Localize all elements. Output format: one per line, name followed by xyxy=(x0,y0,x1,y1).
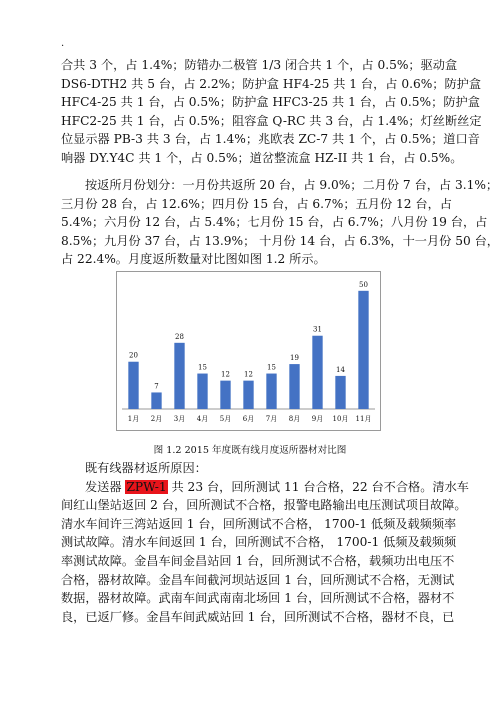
text-line: 率测试故障。金昌车间金昌站回 1 台，回所测试不合格，载频功出电压不 xyxy=(61,553,455,568)
data-label: 31 xyxy=(313,325,322,334)
text-line: 5.4%；六月份 12 台，占 5.4%；七月份 15 台，占 6.7%；八月份 19 台，占 xyxy=(61,215,488,230)
text-line xyxy=(61,478,469,497)
text-line: 合格，器材故障。金昌车间截河坝站返回 1 台，回所测试不合格，无测试 xyxy=(61,572,455,587)
paragraph-device-list xyxy=(61,56,482,168)
bar xyxy=(220,381,230,409)
text-line: 占 22.4%。月度返所数量对比图如图 1.2 所示。 xyxy=(61,252,326,267)
data-label: 14 xyxy=(336,365,345,374)
data-label: 12 xyxy=(221,370,230,379)
data-label: 20 xyxy=(129,351,138,360)
data-label: 19 xyxy=(290,354,299,363)
bar xyxy=(312,336,322,409)
text-rest: 共 23 台，回所测试 11 台合格，22 台不合格。清水车 xyxy=(167,479,469,494)
data-label: 15 xyxy=(198,363,207,372)
figure-caption: 图 1.2 2015 年度既有线月度返所器材对比图 xyxy=(153,445,347,456)
text-line: 按返所月份划分：一月份共返所 20 台，占 9.0%；二月份 7 台，占 3.1%； xyxy=(85,178,499,192)
text-line: 三月份 28 台，占 12.6%；四月份 15 台，占 6.7%；五月份 12 台，占 xyxy=(61,196,452,211)
text-line: 良，已返厂修。金昌车间武威站回 1 台，回所测试不合格，器材不良，已 xyxy=(61,609,455,624)
bar xyxy=(151,392,161,409)
tick-label: 5月 xyxy=(219,415,232,423)
section-heading: 既有线器材返所原因： xyxy=(85,461,207,475)
tick-label: 4月 xyxy=(196,415,209,423)
text-line: 测试故障。清水车间返回 1 台，回所测试不合格， 1700-1 低频及载频频 xyxy=(61,535,457,550)
bar xyxy=(197,374,207,409)
data-label: 12 xyxy=(244,370,253,379)
tick-label: 6月 xyxy=(242,415,255,423)
paragraph-monthly-returns xyxy=(61,176,499,269)
text-line: 清水车间许三湾站返回 1 台，回所测试不合格， 1700-1 低频及载频频率 xyxy=(61,516,457,531)
bar xyxy=(289,364,299,409)
text-line: 数据，器材故障。武南车间武南南北场回 1 台，回所测试不合格，器材不 xyxy=(61,591,455,606)
tick-label: 7月 xyxy=(265,415,278,423)
tick-label: 2月 xyxy=(150,415,163,423)
bar xyxy=(335,376,345,409)
data-label: 15 xyxy=(267,363,276,372)
paragraph-return-reasons xyxy=(61,459,469,626)
text-line: HFC4-25 共 1 台，占 0.5%；防护盒 HFC3-25 共 1 台，占 0.5%；防护盒 xyxy=(61,95,480,110)
text-prefix: 发送器 xyxy=(85,479,126,494)
tick-label: 3月 xyxy=(173,415,186,423)
bar xyxy=(266,374,276,409)
text-line: 合共 3 个，占 1.4%；防错办二极管 1/3 闭合共 1 个，占 0.5%；驱动盒 xyxy=(61,58,458,72)
text-line: DS6-DTH2 共 5 台，占 2.2%；防护盒 HF4-25 共 1 台，占 0.6%；防护盒 xyxy=(61,76,482,91)
data-label: 50 xyxy=(359,280,368,289)
bar xyxy=(358,291,368,409)
text-line: 位显示器 PB-3 共 3 台，占 1.4%；兆欧表 ZC-7 共 1 个，占 0.5%；道口音 xyxy=(61,132,480,147)
tick-label: 11月 xyxy=(355,415,372,423)
bar xyxy=(174,343,184,409)
data-label: 7 xyxy=(154,382,159,391)
tick-label: 8月 xyxy=(288,415,301,423)
bar xyxy=(128,362,138,409)
text-line: 间红山堡站返回 2 台，回所测试不合格，报警电路输出电压测试项目故障。 xyxy=(61,498,467,513)
monthly-returns-chart xyxy=(116,271,381,431)
text-line: 响器 DY.Y4C 共 1 个，占 0.5%；道岔整流盒 HZ-II 共 1 台，占 0.5%。 xyxy=(61,150,463,165)
highlighted-model: ZPW-1 xyxy=(126,479,167,494)
text-line: 8.5%；九月份 37 台，占 13.9%； 十月份 14 台，占 6.3%，十一月份 50 台， xyxy=(61,233,499,248)
text-line: HFC2-25 共 1 台，占 0.5%；阻容盒 Q-RC 共 3 台，占 1.4%；灯丝断丝定 xyxy=(61,113,482,128)
chart-svg xyxy=(116,271,381,431)
bar xyxy=(243,381,253,409)
tick-label: 1月 xyxy=(127,415,140,423)
page-mark: . xyxy=(61,38,65,49)
tick-label: 10月 xyxy=(332,415,349,423)
tick-label: 9月 xyxy=(311,415,324,423)
data-label: 28 xyxy=(175,332,184,341)
